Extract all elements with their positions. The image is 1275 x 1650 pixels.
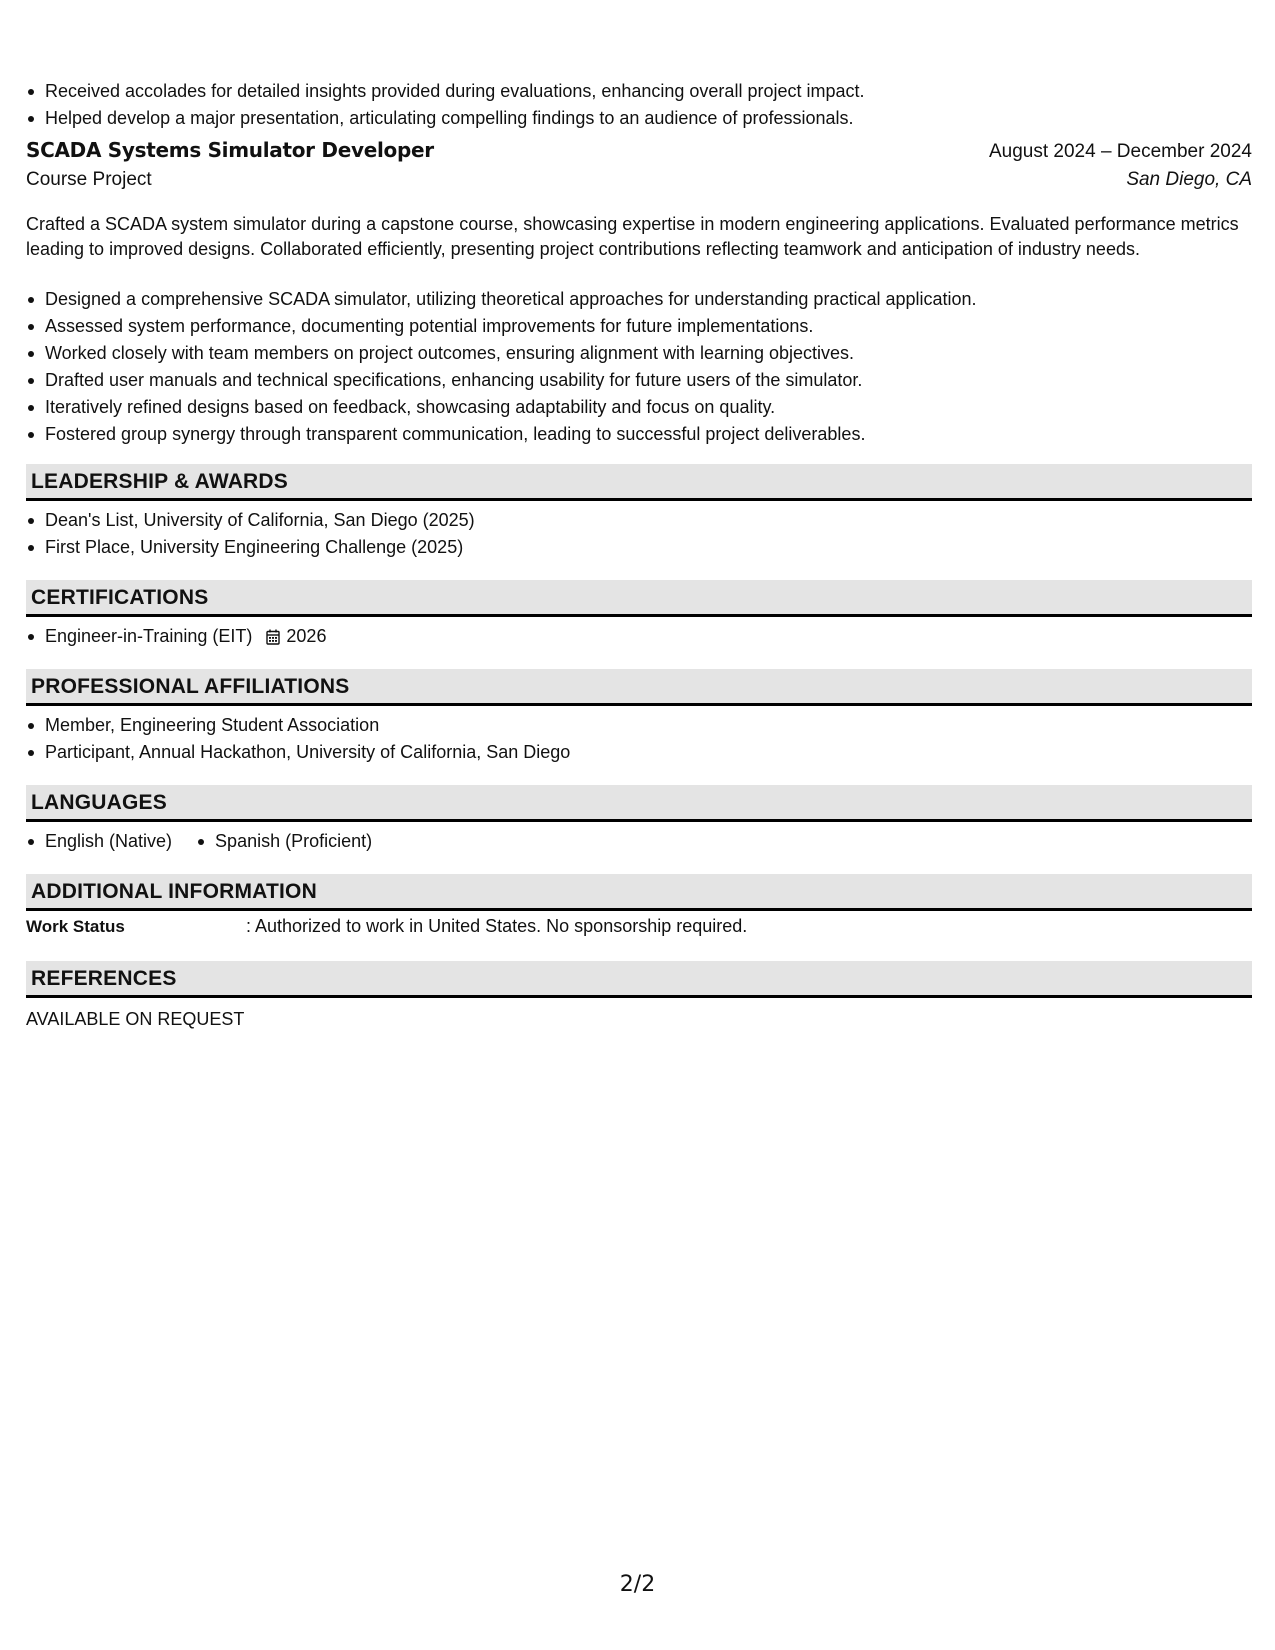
list-item: Worked closely with team members on project outcomes, ensuring alignment with learning objectives. [26, 340, 977, 367]
list-item: Designed a comprehensive SCADA simulator, utilizing theoretical approaches for understanding practical application. [26, 286, 977, 313]
certification-year: 2026 [286, 626, 327, 646]
section-heading: PROFESSIONAL AFFILIATIONS [26, 669, 1252, 706]
list-item: Assessed system performance, documenting potential improvements for future implementations. [26, 313, 977, 340]
section-heading: CERTIFICATIONS [26, 580, 1252, 617]
references-section [26, 961, 1252, 1033]
list-item: Helped develop a major presentation, articulating compelling findings to an audience of professionals. [26, 105, 864, 132]
list-item: Spanish (Proficient) [196, 828, 372, 855]
affiliations-list [26, 712, 1252, 766]
list-item: Received accolades for detailed insights provided during evaluations, enhancing overall project impact. [26, 78, 864, 105]
experience-bullet-list [26, 78, 864, 132]
list-item [26, 623, 1252, 650]
project-dates: August 2024 – December 2024 [988, 141, 1252, 162]
certification-name: Engineer-in-Training (EIT) [45, 626, 253, 646]
list-item: Dean's List, University of California, San Diego (2025) [26, 507, 1252, 534]
info-label: Work Status [26, 917, 125, 936]
project-title: SCADA Systems Simulator Developer [26, 138, 434, 162]
project-bullet-list [26, 286, 977, 448]
project-subheader [26, 169, 1252, 191]
project-summary: Crafted a SCADA system simulator during a capstone course, showcasing expertise in modern engineering applications. Evaluated performance metrics leading to improved designs. Collaborated efficiently, presenting project contributions reflecting teamwork and anticipation of industry needs. [26, 214, 1239, 259]
section-heading: ADDITIONAL INFORMATION [26, 874, 1252, 911]
certifications-section [26, 580, 1252, 650]
section-heading: LANGUAGES [26, 785, 1252, 822]
project-organization: Course Project [26, 169, 152, 190]
additional-info-section [26, 874, 1252, 940]
list-item: Fostered group synergy through transparent communication, leading to successful project deliverables. [26, 421, 977, 448]
project-header [26, 138, 1252, 163]
info-row [26, 911, 1252, 940]
references-text: AVAILABLE ON REQUEST [26, 1009, 245, 1029]
list-item: Iteratively refined designs based on feedback, showcasing adaptability and focus on quality. [26, 394, 977, 421]
list-item: Drafted user manuals and technical specifications, enhancing usability for future users of the simulator. [26, 367, 977, 394]
languages-section [26, 785, 1252, 855]
affiliations-section [26, 669, 1252, 766]
leadership-list [26, 507, 1252, 561]
list-item: Participant, Annual Hackathon, University of California, San Diego [26, 739, 1252, 766]
list-item: First Place, University Engineering Challenge (2025) [26, 534, 1252, 561]
languages-list [26, 828, 1252, 855]
calendar-icon [266, 629, 280, 645]
section-heading: REFERENCES [26, 961, 1252, 998]
info-value: : Authorized to work in United States. No sponsorship required. [246, 916, 748, 936]
section-heading: LEADERSHIP & AWARDS [26, 464, 1252, 501]
page-number: 2/2 [619, 1572, 656, 1597]
certifications-list [26, 623, 1252, 650]
list-item: Member, Engineering Student Association [26, 712, 1252, 739]
leadership-section [26, 464, 1252, 561]
project-location: San Diego, CA [1126, 169, 1252, 190]
list-item: English (Native) [26, 828, 172, 855]
